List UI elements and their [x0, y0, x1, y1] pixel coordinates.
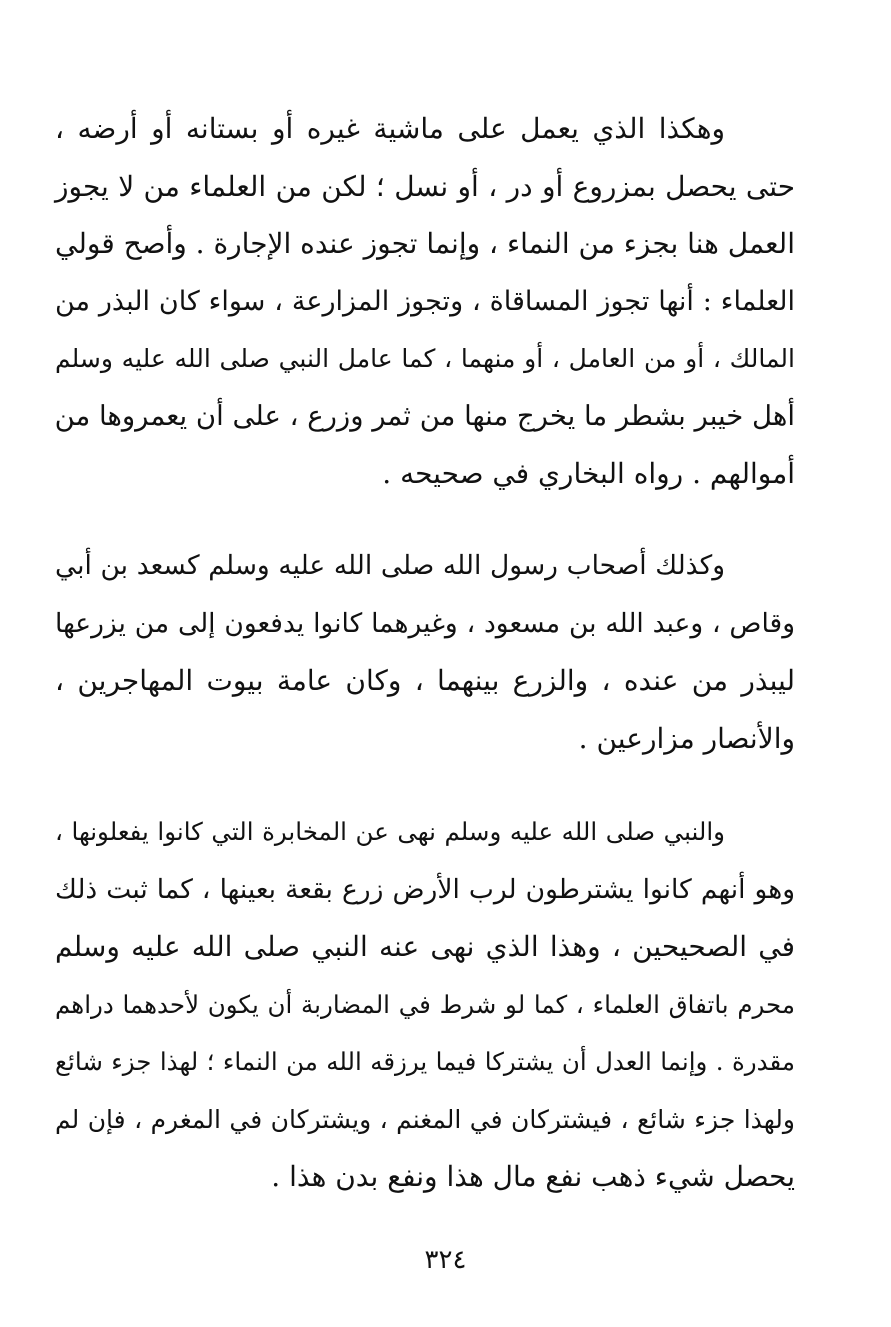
paragraph-line: وكذلك أصحاب رسول الله صلى الله عليه وسلم كسعد بن أبي	[55, 550, 725, 581]
paragraph-line: يحصل شيء ذهب نفع مال هذا ونفع بدن هذا .	[271, 1160, 795, 1193]
paragraph-line: في الصحيحين ، وهذا الذي نهى عنه النبي صلى الله عليه وسلم	[55, 930, 795, 963]
paragraph-line: أموالهم . رواه البخاري في صحيحه .	[382, 457, 795, 490]
paragraph-line: والنبي صلى الله عليه وسلم نهى عن المخابرة التي كانوا يفعلونها ،	[55, 817, 725, 846]
page-number: ٣٢٤	[424, 1245, 467, 1275]
paragraph-line: حتى يحصل بمزروع أو در ، أو نسل ؛ لكن من العلماء من لا يجوز	[55, 169, 795, 203]
paragraph-1	[55, 100, 795, 503]
paragraph-2	[55, 537, 795, 767]
paragraph-line: مقدرة . وإنما العدل أن يشتركا فيما يرزقه الله من النماء ؛ لهذا جزء شائع	[55, 1047, 795, 1076]
paragraph-line: العمل هنا بجزء من النماء ، وإنما تجوز عنده الإجارة . وأصح قولي	[55, 227, 795, 260]
paragraph-line: وهكذا الذي يعمل على ماشية غيره أو بستانه أو أرضه ،	[55, 112, 725, 145]
paragraph-line: العلماء : أنها تجوز المساقاة ، وتجوز المزارعة ، سواء كان البذر من	[55, 285, 795, 317]
paragraph-line: ليبذر من عنده ، والزرع بينهما ، وكان عامة بيوت المهاجرين ،	[55, 664, 795, 697]
paragraph-line: المالك ، أو من العامل ، أو منهما ، كما عامل النبي صلى الله عليه وسلم	[55, 344, 795, 373]
page-body	[55, 100, 795, 1280]
paragraph-line: والأنصار مزارعين .	[578, 721, 795, 755]
paragraph-line: وقاص ، وعبد الله بن مسعود ، وغيرهما كانوا يدفعون إلى من يزرعها	[55, 607, 795, 639]
paragraph-line: أهل خيبر بشطر ما يخرج منها من ثمر وزرع ، على أن يعمروها من	[54, 399, 795, 432]
paragraph-line: ولهذا جزء شائع ، فيشتركان في المغنم ، ويشتركان في المغرم ، فإن لم	[55, 1104, 795, 1134]
paragraph-line: محرم باتفاق العلماء ، كما لو شرط في المضاربة أن يكون لأحدهما دراهم	[55, 989, 795, 1019]
paragraph-3	[55, 803, 795, 1206]
paragraph-line: وهو أنهم كانوا يشترطون لرب الأرض زرع بقعة بعينها ، كما ثبت ذلك	[55, 873, 795, 905]
